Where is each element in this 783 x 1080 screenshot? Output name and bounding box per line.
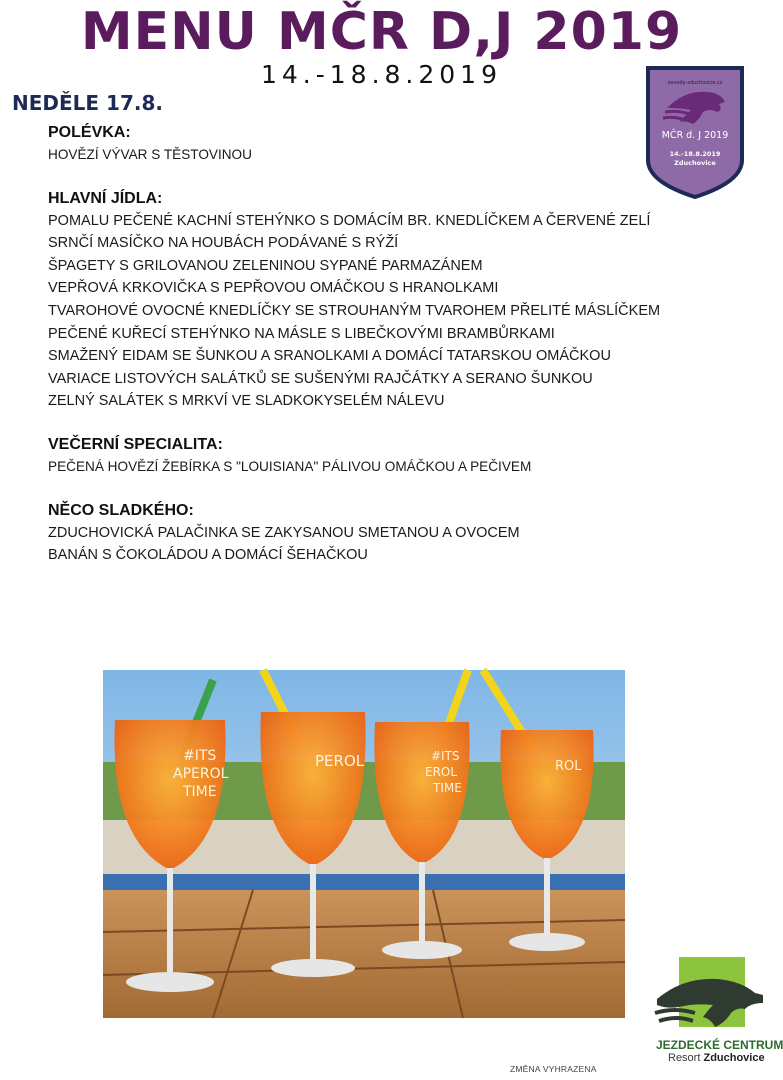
svg-text:#ITS: #ITS	[431, 749, 460, 763]
badge-dates: 14.-18.8.2019	[669, 150, 721, 158]
event-dates: 14.-18.8.2019	[260, 60, 502, 89]
section-soup	[48, 122, 738, 167]
section-title: VEČERNÍ SPECIALITA:	[48, 435, 223, 453]
svg-text:TIME: TIME	[183, 784, 217, 800]
logo-name: JEZDECKÉ CENTRUM	[656, 1038, 783, 1052]
aperol-photo	[103, 670, 625, 1018]
menu-item: PEČENÉ KUŘECÍ STEHÝNKO NA MÁSLE S LIBEČKOVÝMI BRAMBŮRKAMI	[48, 325, 555, 342]
menu-item: SRNČÍ MASÍČKO NA HOUBÁCH PODÁVANÉ S RÝŽÍ	[48, 235, 399, 252]
svg-text:#ITS: #ITS	[183, 748, 217, 764]
svg-text:APEROL: APEROL	[173, 766, 229, 782]
section-title: NĚCO SLADKÉHO:	[48, 501, 194, 519]
badge-url: zavody-zduchovice.cz	[667, 80, 723, 86]
menu-item: ZDUCHOVICKÁ PALAČINKA SE ZAKYSANOU SMETANOU A OVOCEM	[48, 524, 520, 541]
menu-item: SMAŽENÝ EIDAM SE ŠUNKOU A SRANOLKAMI A DOMÁCÍ TATARSKOU OMÁČKOU	[48, 348, 611, 365]
menu-item: POMALU PEČENÉ KACHNÍ STEHÝNKO S DOMÁCÍM BR. KNEDLÍČKEM A ČERVENÉ ZELÍ	[48, 212, 651, 229]
menu-item: PEČENÁ HOVĚZÍ ŽEBÍRKA S "LOUISIANA" PÁLIVOU OMÁČKOU A PEČIVEM	[48, 458, 532, 474]
badge-event: MČR d. J 2019	[661, 130, 729, 141]
day-heading: NEDĚLE 17.8.	[12, 91, 163, 115]
menu-item: ZELNÝ SALÁTEK S MRKVÍ VE SLADKOKYSELÉM NÁLEVU	[48, 393, 445, 410]
svg-text:ROL: ROL	[555, 759, 582, 774]
footer-note: ZMĚNA VYHRAZENA	[510, 1064, 597, 1074]
menu-list	[48, 122, 738, 588]
svg-text:PEROL: PEROL	[315, 752, 365, 770]
logo-subtitle: Resort Zduchovice	[668, 1052, 765, 1064]
section-title: HLAVNÍ JÍDLA:	[48, 189, 163, 207]
section-title: POLÉVKA:	[48, 124, 131, 141]
section-dessert	[48, 500, 738, 567]
menu-item: TVAROHOVÉ OVOCNÉ KNEDLÍČKY SE STROUHANÝM TVAROHEM PŘELITÉ MÁSLÍČKEM	[48, 302, 661, 319]
section-evening	[48, 434, 738, 479]
badge-place: Zduchovice	[674, 159, 716, 167]
menu-item: BANÁN S ČOKOLÁDOU A DOMÁCÍ ŠEHAČKOU	[48, 547, 368, 564]
menu-item: VEPŘOVÁ KRKOVIČKA S PEPŘOVOU OMÁČKOU S HRANOLKAMI	[48, 280, 499, 297]
menu-item: ŠPAGETY S GRILOVANOU ZELENINOU SYPANÉ PARMAZÁNEM	[48, 257, 483, 274]
svg-text:TIME: TIME	[433, 781, 462, 795]
menu-title: MENU MČR D,J 2019	[80, 2, 683, 62]
svg-text:EROL: EROL	[425, 765, 458, 779]
menu-item: HOVĚZÍ VÝVAR S TĚSTOVINOU	[48, 147, 252, 162]
section-main	[48, 188, 738, 413]
menu-item: VARIACE LISTOVÝCH SALÁTKŮ SE SUŠENÝMI RAJČÁTKY A SERANO ŠUNKOU	[48, 370, 593, 387]
